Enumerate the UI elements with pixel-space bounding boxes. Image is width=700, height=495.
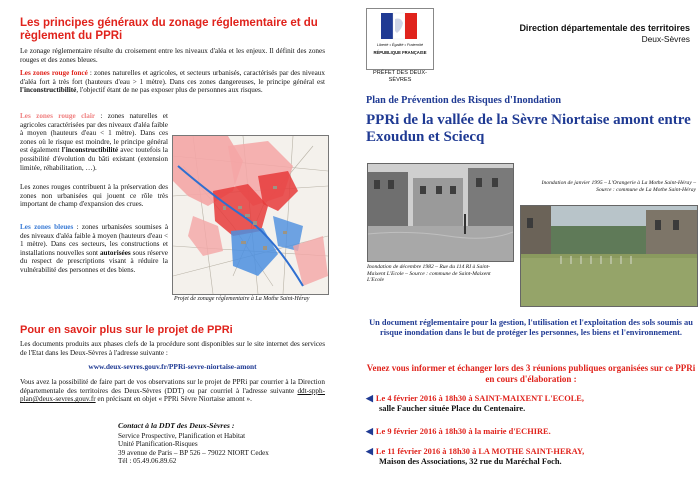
photo-1995-caption: Inondation de janvier 1995 – L'Orangerie à La Mothe Saint-Héray – Source : commune de La Mothe Saint-Héray — [541, 180, 696, 193]
observations-text: Vous avez la possibilité de faire part de vos observations sur le projet de PPRi par courrier à la Direction départementale des territoires des Deux-Sèvres (DDT) ou par courriel à l'adresse suivante — [20, 378, 325, 395]
rouge-fonce-end: , l'objectif étant de ne pas exposer plus de personnes aux risques. — [76, 86, 263, 95]
meeting-where: Maison des Associations, 32 rue du Maréchal Foch. — [379, 457, 562, 466]
contact-line: Tél : 05.49.06.89.62 — [118, 457, 177, 466]
meeting-where: salle Faucher située Place du Centenaire. — [379, 404, 526, 413]
meeting-when: Le 11 février 2016 à 18h30 à LA MOTHE SAINT-HERAY, — [375, 447, 585, 456]
marianne-logo-icon — [367, 9, 433, 69]
logo-republique: RÉPUBLIQUE FRANÇAISE — [373, 50, 427, 55]
docs-paragraph: Les documents produits aux phases clefs de la procédure sont disponibles sur le site internet des services de l'Etat dans les Deux-Sèvres à l'adresse suivante : — [20, 340, 325, 357]
triangle-bullet-icon: ◀ — [366, 446, 373, 456]
inconstructibilite-term: l'inconstructibilité — [20, 86, 77, 95]
meeting-when: Le 9 février 2016 à 18h30 à la mairie d'ECHIRE. — [375, 427, 551, 436]
map-caption: Projet de zonage réglementaire à La Mothe Saint-Héray — [174, 296, 310, 302]
email-link[interactable]: ddt-spph-plan@deux-sevres.gouv.fr — [20, 386, 325, 404]
rouge-fonce-label: Les zones rouge foncé — [20, 69, 88, 77]
zoning-map — [172, 135, 329, 295]
more-info-title: Pour en savoir plus sur le projet de PPRi — [20, 324, 233, 336]
contact-title: Contact à la DDT des Deux-Sèvres : — [118, 421, 235, 430]
rouge-fonce-text: : zones naturelles et agricoles, et secteurs urbanisés, caractérisés par des niveaux d'aléa fort à très fort (hauteurs d'eau > 1 mètre). Dans ces zones dangereuses, le principe général est — [20, 69, 325, 86]
flood-photo-1995-drawing — [521, 206, 697, 306]
contact-block — [118, 422, 328, 466]
inconstructibilite-term-2: l'inconstructibilité — [61, 146, 119, 155]
rouge-clair-text: : zones naturelles et agricoles caractérisées par des niveaux d'aléa faible à moyen (hauteurs d'eau < 1 mètre). Dans ces zones où le risque est moindre, le principe général est également — [20, 112, 168, 155]
direction-title: Direction départementale des territoires — [519, 23, 690, 33]
logo-motto: Liberté • Égalité • Fraternité — [376, 43, 424, 47]
invitation-text: Venez vous informer et échanger lors des 3 réunions publiques organisées sur ce PPRi en cours d'élaboration : — [366, 363, 696, 384]
website-link[interactable]: www.deux-sevres.gouv.fr/PPRi-sevre-niortaise-amont — [88, 362, 257, 371]
rouge-clair-label: Les zones rouge clair — [20, 112, 96, 120]
prefet-label: PRÉFET DES DEUX-SÈVRES — [373, 70, 427, 83]
page-title: Les principes généraux du zonage réglementaire et du règlement du PPRi — [20, 17, 318, 42]
ppri-title: PPRi de la vallée de la Sèvre Niortaise amont entre Exoudun et Sciecq — [366, 112, 691, 145]
observations-end: en précisant en objet « PPRi Sèvre Niortaise amont ». — [95, 395, 252, 404]
observations-paragraph — [20, 378, 325, 404]
direction-subtitle: Deux-Sèvres — [641, 34, 690, 44]
rouge-fonce-paragraph — [20, 69, 325, 95]
flood-photo-1982 — [367, 163, 514, 262]
rouge-clair-paragraph — [20, 112, 168, 172]
bleues-end: sous réserve du respect de prescriptions visant à réduire la vulnérabilité des personnes et des biens. — [20, 248, 168, 274]
bleues-text: : zones urbanisées soumises à des niveaux d'aléa faible à moyen (hauteurs d'eau < 1 mètre). Dans ces secteurs, les constructions et installations nouvelles sont — [20, 223, 169, 257]
triangle-bullet-icon: ◀ — [366, 393, 373, 403]
flood-photo-1982-drawing — [368, 164, 513, 261]
meeting-item — [366, 393, 696, 414]
flood-photo-1995 — [520, 205, 698, 307]
photo-1982-caption: Inondation de décembre 1982 – Rue du 114 RI à Saint-Maixent L'Ecole – Source : commune de Saint-Maixent L'Ecole — [367, 264, 491, 283]
intro-paragraph: Le zonage réglementaire résulte du croisement entre les niveaux d'aléa et les enjeux. Il définit des zones rouges et des zones bleues. — [20, 47, 325, 64]
rouges-contrib-paragraph: Les zones rouges contribuent à la préservation des zones non urbanisées qui jouent ce rôle très important de champ d'expansion des crues. — [20, 183, 168, 209]
bleues-paragraph — [20, 223, 168, 275]
republique-logo — [366, 8, 434, 70]
contact-line: Service Prospective, Planification et Habitat — [118, 431, 246, 440]
triangle-bullet-icon: ◀ — [366, 426, 373, 436]
document-description: Un document réglementaire pour la gestion, l'utilisation et l'exploitation des sols soumis au risque inondation dans le but de protéger les personnes, les biens et l'environnement. — [369, 318, 693, 337]
meeting-when: Le 4 février 2016 à 18h30 à SAINT-MAIXENT L'ECOLE, — [375, 394, 584, 403]
meeting-item — [366, 446, 696, 467]
zoning-map-drawing — [173, 136, 328, 294]
contact-line: 39 avenue de Paris – BP 526 – 79022 NIORT Cedex — [118, 448, 269, 457]
rouge-clair-end: avec toutefois la possibilité d'évolution du bâti existant (extension limitée, réhabilitation, …). — [20, 146, 168, 172]
autorisees-term: autorisées — [99, 248, 131, 257]
bleues-label: Les zones bleues — [20, 223, 74, 231]
contact-line: Unité Planification-Risques — [118, 440, 198, 449]
meeting-item — [366, 426, 696, 437]
ppr-title: Plan de Prévention des Risques d'Inondation — [366, 95, 562, 106]
